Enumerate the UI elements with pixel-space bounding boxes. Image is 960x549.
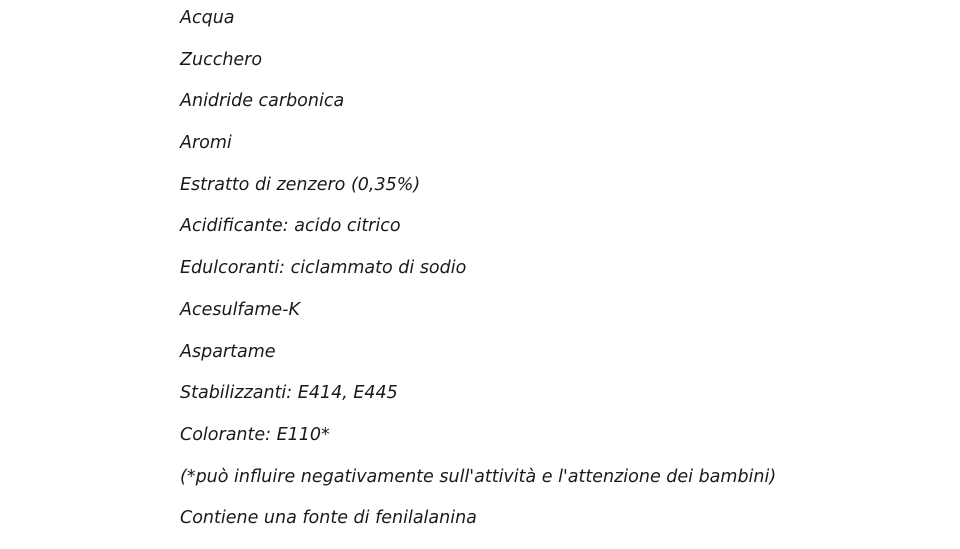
ingredient-item-water: Acqua — [180, 8, 235, 28]
ingredient-item-aspartame: Aspartame — [180, 341, 276, 362]
ingredient-item-flavourings: Aromi — [180, 133, 232, 154]
ingredient-item-acidifier: Acidificante: acido citrico — [180, 216, 401, 237]
ingredient-item-colouring: Colorante: E110* — [180, 424, 330, 445]
ingredient-item-stabilisers: Stabilizzanti: E414, E445 — [180, 383, 398, 404]
ingredient-item-ginger-extract: Estratto di zenzero (0,35%) — [180, 174, 421, 195]
ingredient-warning-note: (*può influire negativamente sull'attività e l'attenzione dei bambini) — [180, 466, 777, 487]
ingredient-item-sugar: Zucchero — [180, 49, 263, 70]
ingredient-phenylalanine-note: Contiene una fonte di fenilalanina — [180, 508, 477, 529]
ingredient-item-carbon-dioxide: Anidride carbonica — [180, 91, 345, 112]
ingredient-list — [180, 7, 776, 549]
ingredient-item-sweeteners: Edulcoranti: ciclammato di sodio — [180, 258, 467, 279]
ingredient-item-acesulfame-k: Acesulfame-K — [180, 299, 300, 320]
